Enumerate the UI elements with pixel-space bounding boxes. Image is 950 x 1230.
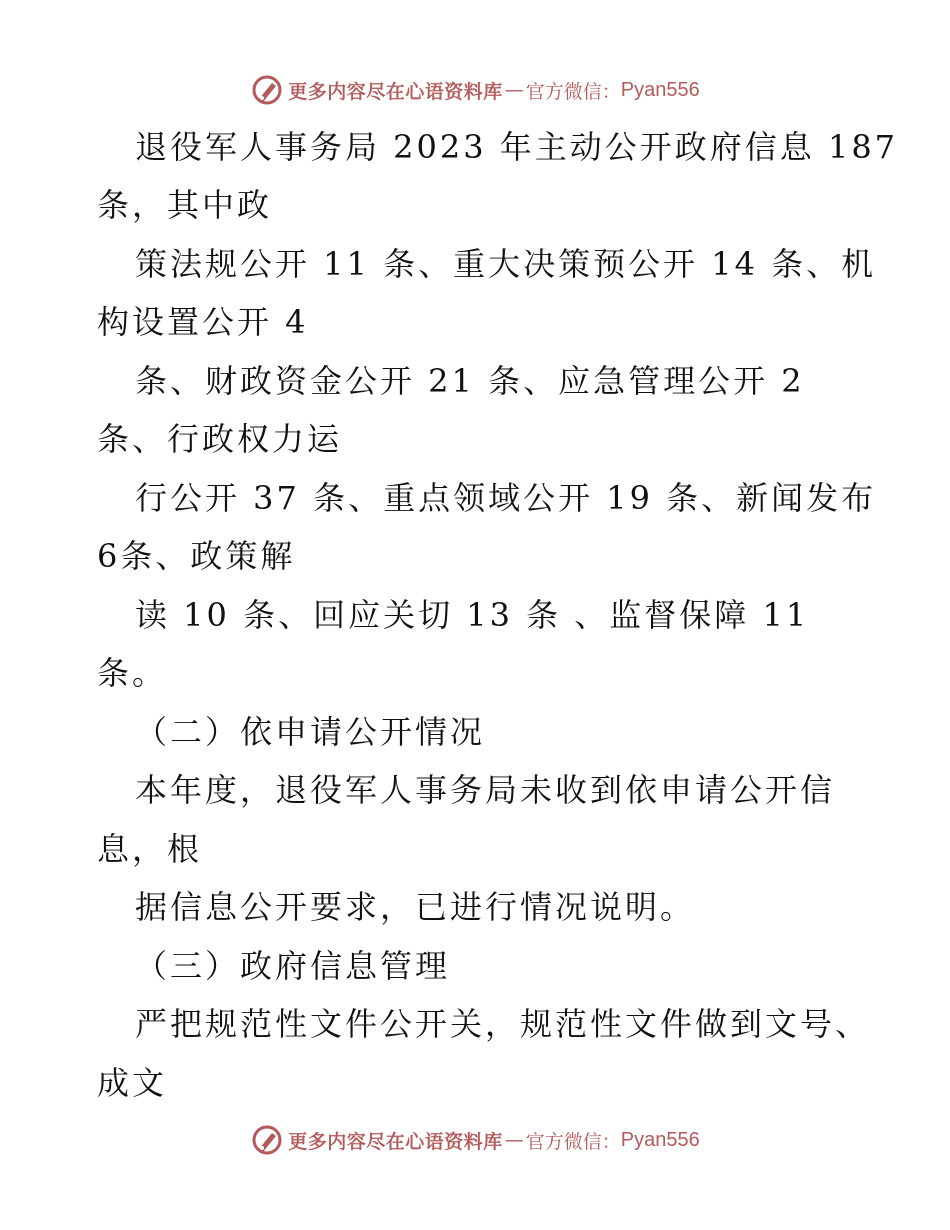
watermark-separator: —	[504, 1129, 524, 1151]
text-line: 策法规公开 11 条、重大决策预公开 14 条、机	[135, 245, 877, 283]
pen-circle-logo-icon	[250, 73, 284, 107]
pen-circle-logo-icon	[250, 1123, 284, 1157]
watermark-wechat-id: Pyan556	[620, 78, 700, 101]
watermark-wechat-label: 官方微信：	[525, 1130, 621, 1153]
text-line: 成文	[97, 1064, 168, 1102]
text-line: 读 10 条、回应关切 13 条 、监督保障 11	[135, 596, 810, 634]
text-line: 条、财政资金公开 21 条、应急管理公开 2	[135, 362, 805, 400]
watermark-wechat-id: Pyan556	[620, 1128, 700, 1151]
watermark-separator: —	[504, 79, 524, 101]
watermark-main-text: 更多内容尽在心语资料库	[288, 1130, 503, 1153]
watermark-wechat-label: 官方微信：	[525, 80, 621, 103]
text-line: 6条、政策解	[97, 537, 296, 575]
text-line: 构设置公开 4	[97, 303, 309, 341]
text-line: 本年度，退役军人事务局未收到依申请公开信	[135, 771, 836, 809]
text-line: 条。	[97, 654, 168, 692]
header-watermark	[0, 70, 950, 110]
section-heading: （二）依申请公开情况	[135, 713, 486, 751]
text-line: 行公开 37 条、重点领域公开 19 条、新闻发布	[135, 479, 877, 517]
text-line: 息，根	[97, 830, 203, 868]
text-line: 条、行政权力运	[97, 420, 343, 458]
text-line: 严把规范性文件公开关，规范性文件做到文号、	[135, 1005, 871, 1043]
text-line: 据信息公开要求，已进行情况说明。	[135, 888, 696, 926]
footer-watermark	[0, 1120, 950, 1160]
text-line: 退役军人事务局 2023 年主动公开政府信息 187	[135, 128, 899, 166]
watermark-main-text: 更多内容尽在心语资料库	[288, 80, 503, 103]
text-line: 条，其中政	[97, 186, 273, 224]
section-heading: （三）政府信息管理	[135, 947, 451, 985]
